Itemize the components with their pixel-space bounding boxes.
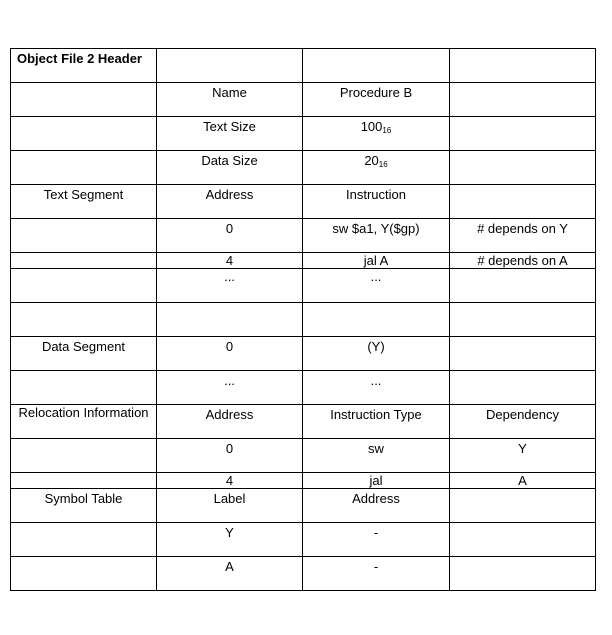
text-size-number: 100 — [360, 119, 383, 134]
text-address: 4 — [157, 253, 303, 269]
symbol-table-label: Symbol Table — [11, 489, 157, 523]
empty-cell — [450, 49, 596, 83]
empty-cell — [450, 151, 596, 185]
text-segment-header-row — [11, 185, 596, 219]
relocation-type: sw — [303, 439, 450, 473]
text-instruction: jal A — [303, 253, 450, 269]
symbol-address: - — [303, 523, 450, 557]
relocation-address-header: Address — [157, 405, 303, 439]
text-segment-instruction-header: Instruction — [303, 185, 450, 219]
empty-cell — [11, 303, 157, 337]
object-file-table — [10, 48, 596, 591]
empty-cell — [11, 439, 157, 473]
table-row — [11, 523, 596, 557]
relocation-label: Relocation Information — [11, 405, 157, 439]
relocation-dependency: Y — [450, 439, 596, 473]
empty-cell — [450, 523, 596, 557]
data-value: (Y) — [303, 337, 450, 371]
data-segment-row — [11, 337, 596, 371]
text-instruction: sw $a1, Y($gp) — [303, 219, 450, 253]
symbol-label-header: Label — [157, 489, 303, 523]
text-instruction: ... — [303, 269, 450, 303]
empty-cell — [11, 371, 157, 405]
text-comment: # depends on Y — [450, 219, 596, 253]
text-size-base: 16 — [382, 126, 392, 135]
data-address: ... — [157, 371, 303, 405]
empty-cell — [450, 269, 596, 303]
relocation-dependency: A — [450, 473, 596, 489]
text-segment-label: Text Segment — [11, 185, 157, 219]
relocation-dependency-header: Dependency — [450, 405, 596, 439]
symbol-address-header: Address — [303, 489, 450, 523]
symbol-label: A — [157, 557, 303, 591]
empty-cell — [11, 83, 157, 117]
data-size-value — [303, 151, 450, 185]
data-address: 0 — [157, 337, 303, 371]
data-segment-label: Data Segment — [11, 337, 157, 371]
empty-cell — [11, 117, 157, 151]
empty-cell — [11, 219, 157, 253]
text-address: ... — [157, 269, 303, 303]
empty-cell — [11, 473, 157, 489]
table-row — [11, 473, 596, 489]
table-row — [11, 253, 596, 269]
relocation-type-header: Instruction Type — [303, 405, 450, 439]
relocation-address: 0 — [157, 439, 303, 473]
relocation-type: jal — [303, 473, 450, 489]
text-comment: # depends on A — [450, 253, 596, 269]
relocation-header-row — [11, 405, 596, 439]
object-file-title: Object File 2 Header — [11, 49, 157, 83]
text-size-value — [303, 117, 450, 151]
text-size-label: Text Size — [157, 117, 303, 151]
empty-cell — [450, 337, 596, 371]
empty-cell — [157, 49, 303, 83]
empty-cell — [450, 489, 596, 523]
blank-row — [11, 303, 596, 337]
table-row — [11, 269, 596, 303]
empty-cell — [11, 253, 157, 269]
empty-cell — [11, 151, 157, 185]
header-text-size-row — [11, 117, 596, 151]
data-size-base: 16 — [378, 160, 388, 169]
header-data-size-row — [11, 151, 596, 185]
header-name-row — [11, 83, 596, 117]
name-value: Procedure B — [303, 83, 450, 117]
name-label: Name — [157, 83, 303, 117]
empty-cell — [11, 269, 157, 303]
table-row — [11, 219, 596, 253]
text-segment-address-header: Address — [157, 185, 303, 219]
empty-cell — [450, 371, 596, 405]
data-size-number: 20 — [364, 153, 379, 168]
empty-cell — [11, 557, 157, 591]
symbol-address: - — [303, 557, 450, 591]
symbol-table-header-row — [11, 489, 596, 523]
empty-cell — [450, 117, 596, 151]
text-address: 0 — [157, 219, 303, 253]
empty-cell — [450, 185, 596, 219]
header-title-row — [11, 49, 596, 83]
table-row — [11, 439, 596, 473]
relocation-address: 4 — [157, 473, 303, 489]
empty-cell — [450, 557, 596, 591]
symbol-label: Y — [157, 523, 303, 557]
table-row — [11, 557, 596, 591]
table-row — [11, 371, 596, 405]
data-value: ... — [303, 371, 450, 405]
empty-cell — [303, 303, 450, 337]
empty-cell — [450, 83, 596, 117]
empty-cell — [303, 49, 450, 83]
data-size-label: Data Size — [157, 151, 303, 185]
empty-cell — [11, 523, 157, 557]
empty-cell — [157, 303, 303, 337]
empty-cell — [450, 303, 596, 337]
